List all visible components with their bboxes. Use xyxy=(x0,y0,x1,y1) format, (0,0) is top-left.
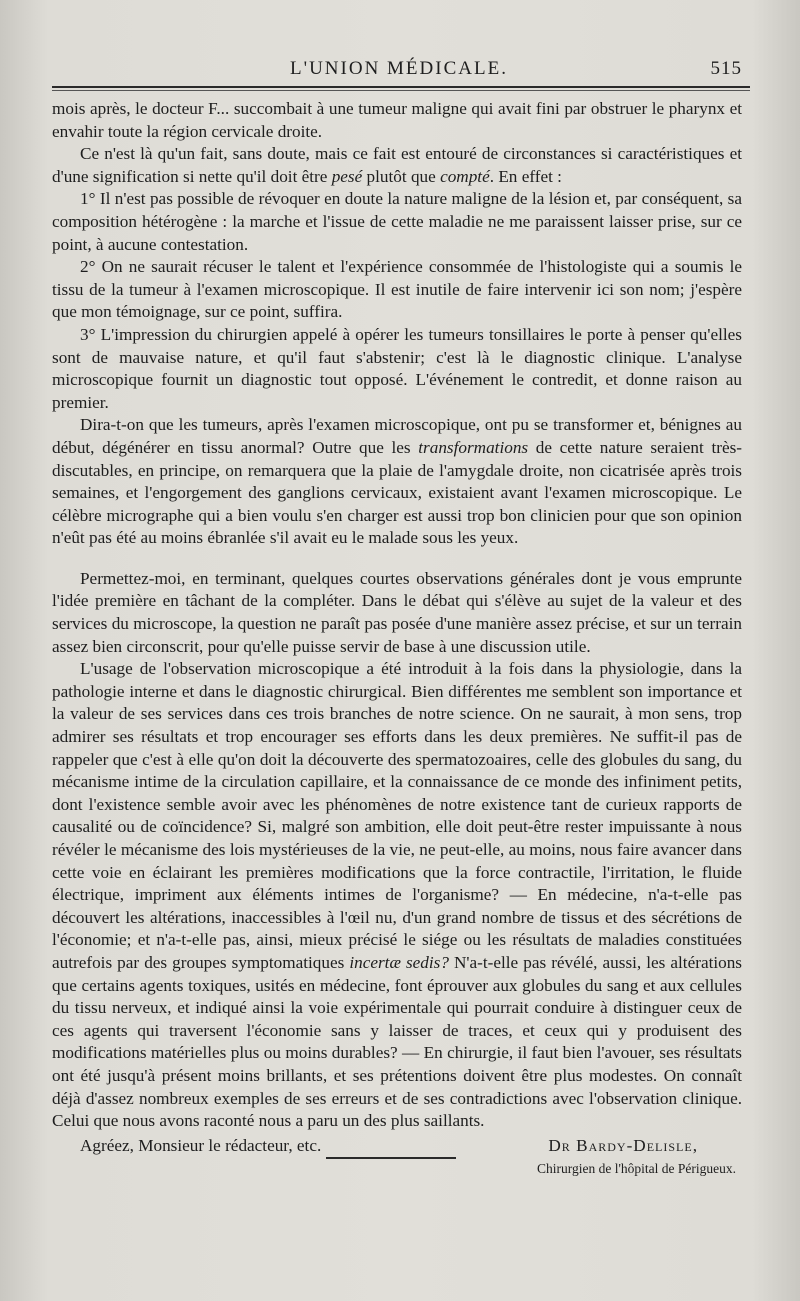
paragraph-5: 3° L'impression du chirurgien appelé à opérer les tumeurs tonsillaires le porte à penser qu'elles sont de mauvaise nature, et qu'il faut s'abstenir; c'est là le diagnostic clinique. L'analyse microscopique fournit un diagnostic tout opposé. L'événement le contredit, et donne raison au premier. xyxy=(52,324,742,412)
paragraph-1: mois après, le docteur F... succombait à une tumeur maligne qui avait fini par obstruer le pharynx et envahir toute la région cervicale droite. xyxy=(52,99,742,141)
running-title: L'UNION MÉDICALE. xyxy=(290,58,508,79)
closing-formula: Agréez, Monsieur le rédacteur, etc. xyxy=(80,1135,322,1155)
paragraph-8: L'usage de l'observation microscopique a été introduit à la fois dans la physiologie, dans la pathologie interne et dans le diagnostic chirurgical. Bien différentes me semblent son importance et la valeur de ses services dans ces trois branches de notre science. On ne saurait, à mon sens, trop admirer ses résultats et trop encourager ses efforts dans les deux premières. Ne suffit-il pas de rappeler que c'est à elle qu'on doit la découverte des spermatozoaires, celle des globules du sang, du mécanisme intime de la circulation capillaire, et la connaissance de ce monde des infiniment petits, dont l'existence semble avoir avec les phénomènes de notre existence tant de curieux rapports de causalité ou de coïncidence? Si, malgré son ambition, elle doit peut-être rester impuissante à nous révéler le mécanisme des lois mystérieuses de la vie, ne peut-elle, au moins, nous faire avancer dans cette voie en éclairant les premières modifications que la force contractile, l'irritation, le fluide électrique, impriment aux éléments intimes de l'organisme? — En médecine, n'a-t-elle pas découvert les altérations, inaccessibles à l'œil nu, d'un grand nombre de tissus et des sécrétions de l'économie; et n'a-t-elle pas, ainsi, mieux précisé le siége ou les résultats de maladies constituées autrefois par des groupes symptomatiques incertæ sedis? N'a-t-elle pas révélé, aussi, les altérations que certains agents toxiques, usités en médecine, font éprouver aux globules du sang et aux cellules du tissu nerveux, et indiqué ainsi la voie expérimentale qui pourrait conduire à distinguer ceux de ces agents qui traversent l'économie sans y laisser de traces, et ceux qui y produisent des modifications matérielles plus ou moins durables? — En chirurgie, il faut bien l'avouer, ses résultats ont été jusqu'à présent moins brillants, et ses prétentions doivent être plus modestes. On connaît déjà d'assez nombreux exemples de ses erreurs et de ses contradictions avec l'observation clinique. Celui que nous avons raconté nous a paru un des plus saillants. xyxy=(52,659,742,1131)
header-rule xyxy=(52,86,750,88)
paragraph-7: Permettez-moi, en terminant, quelques courtes observations générales dont je vous emprunte l'idée première en tâchant de la compléter. Dans le débat qui s'élève au sujet de la valeur et des services du microscope, la question ne paraît pas posée d'une manière assez précise, et sur un terrain assez bien circonscrit, pour qu'elle puisse servir de base à une discussion utile. xyxy=(52,568,742,656)
author-affiliation: Chirurgien de l'hôpital de Périgueux. xyxy=(536,1160,736,1176)
page-number: 515 xyxy=(710,58,742,79)
emphasis-pese: pesé xyxy=(331,166,363,186)
article-body xyxy=(52,98,742,1181)
emphasis-incertae-sedis: incertæ sedis? xyxy=(349,952,449,972)
end-rule xyxy=(326,1157,456,1159)
paragraph-2: Ce n'est là qu'un fait, sans doute, mais ce fait est entouré de circonstances si caractéristiques et d'une signification si nette qu'il doit être pesé plutôt que compté. En effet : xyxy=(52,144,742,186)
header-rule-thin xyxy=(52,90,750,91)
emphasis-transformations: transformations xyxy=(418,437,529,457)
running-header xyxy=(50,58,748,82)
paragraph-3: 1° Il n'est pas possible de révoquer en doute la nature maligne de la lésion et, par conséquent, sa composition hétérogène : la marche et l'issue de cette maladie ne me paraissent laisser prise, sur ce point, à aucune contestation. xyxy=(52,189,742,254)
paragraph-6: Dira-t-on que les tumeurs, après l'examen microscopique, ont pu se transformer et, bénignes au début, dégénérer en tissu anormal? Outre que les transformations de cette nature seraient très-discutables, en principe, on remarquera que la plaie de l'amygdale droite, non cicatrisée après trois semaines, et l'engorgement des ganglions cervicaux, existaient avant l'examen microscopique. Le célèbre micrographe qui a bien voulu s'en charger est aussi trop bon clinicien pour que son opinion n'eût pas été au moins ébranlée s'il avait eu le malade sous les yeux. xyxy=(52,415,743,548)
paragraph-4: 2° On ne saurait récuser le talent et l'expérience consommée de l'histologiste qui a soumis le tissu de la tumeur à l'examen microscopique. Il est inutile de faire intervenir ici son nom; j'espère que mon témoignage, sur ce point, suffira. xyxy=(52,257,742,322)
emphasis-compte: compté xyxy=(440,166,490,186)
author-name: Dr Bardy-Delisle, xyxy=(548,1135,698,1155)
